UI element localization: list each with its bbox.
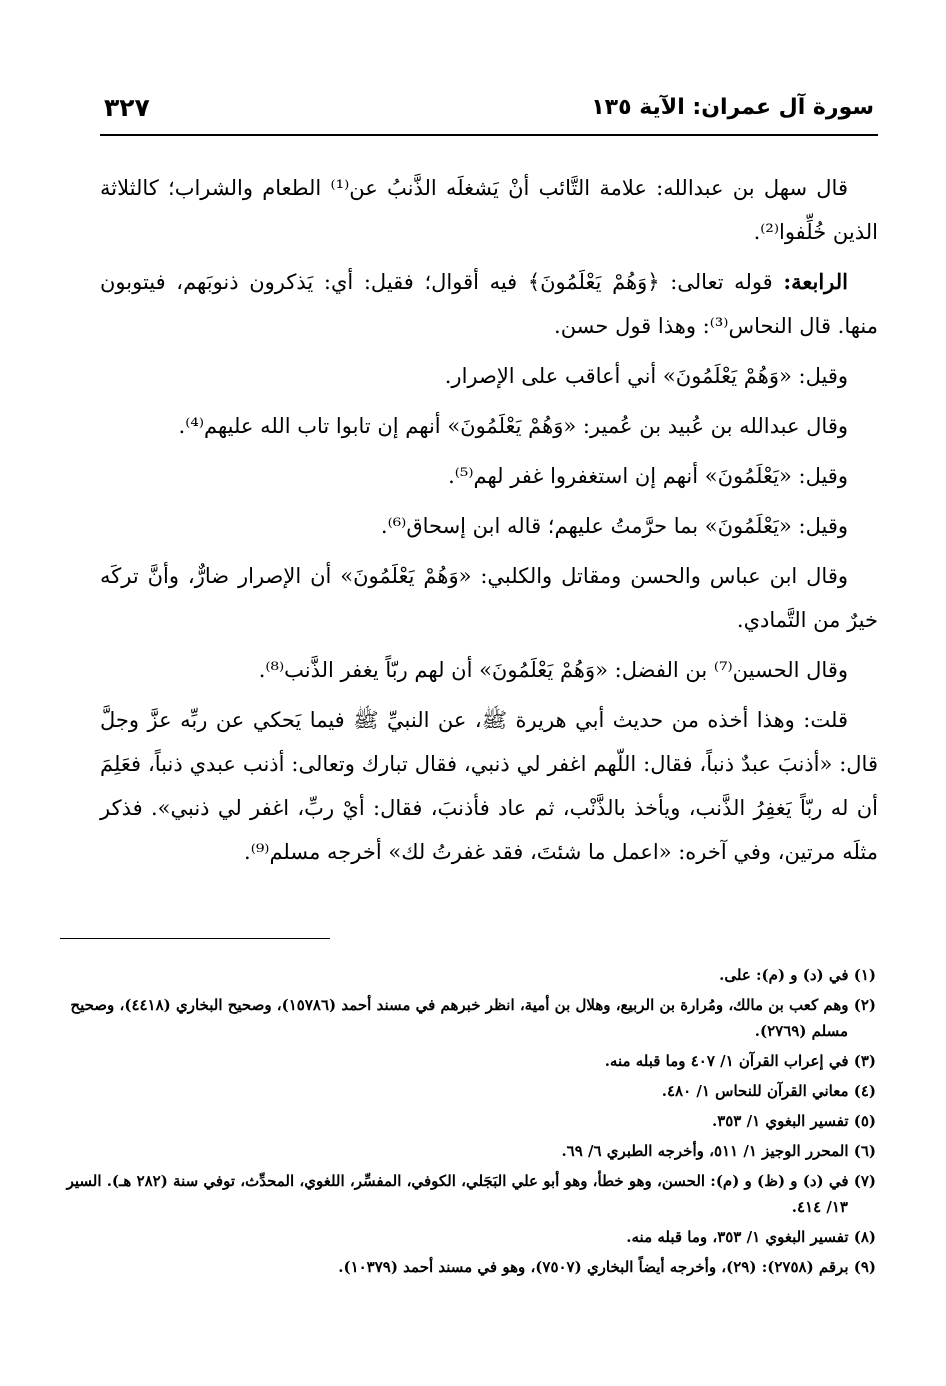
footnote: (١) في (د) و (م): على. (719, 966, 876, 984)
paragraph: وقيل: «يَعْلَمُونَ» بما حرَّمتُ عليهم؛ قاله ابن إسحاق⁽⁶⁾. (380, 514, 848, 538)
paragraph: وقيل: «وَهُمْ يَعْلَمُونَ» أني أعاقب على الإصرار. (444, 364, 848, 388)
paragraph: قال سهل بن عبدالله: علامة التَّائب أنْ يَشغلَه الذَّنبُ عن⁽¹⁾ الطعام والشراب؛ كالثلاثة الذين خُلِّفوا⁽²⁾. (100, 176, 878, 244)
page-number: ٣٢٧ (104, 93, 150, 122)
footnote: (٢) وهم كعب بن مالك، ومُرارة بن الربيع، وهلال بن أمية، انظر خبرهم في مسند أحمد (١٥٧٨٦)، وصحيح البخاري (٤٤١٨)، وصحيح مسلم (٢٧٦٩). (70, 996, 876, 1040)
section-lead-word: الرابعة: (783, 269, 848, 294)
header-rule (100, 134, 878, 136)
paragraph: الرابعة: قوله تعالى: ﴿وَهُمْ يَعْلَمُونَ﴾ فيه أقوال؛ فقيل: أي: يَذكرون ذنوبَهم، فيتوبون منها. قال النحاس⁽³⁾: وهذا قول حسن. (100, 269, 878, 338)
footnote: (٦) المحرر الوجيز ١/ ٥١١، وأخرجه الطبري ٦/ ٦٩. (561, 1142, 876, 1160)
paragraph: وقال الحسين⁽⁷⁾ بن الفضل: «وَهُمْ يَعْلَمُونَ» أن لهم ربّاً يغفر الذَّنب⁽⁸⁾. (258, 658, 848, 682)
main-text (100, 166, 878, 880)
footnote: (٧) في (د) و (ظ) و (م): الحسن، وهو خطأ، وهو أبو علي البَجَلي، الكوفي، المفسِّر، اللغوي، المحدِّث، توفي سنة (٢٨٢ هـ). السير ١٣/ ٤١٤. (66, 1172, 876, 1216)
footnote: (٤) معاني القرآن للنحاس ١/ ٤٨٠. (661, 1082, 876, 1100)
paragraph: وقيل: «يَعْلَمُونَ» أنهم إن استغفروا غفر لهم⁽⁵⁾. (448, 464, 848, 488)
footnote-rule (60, 938, 330, 939)
footnote: (٩) برقم (٢٧٥٨): (٢٩)، وأخرجه أيضاً البخاري (٧٥٠٧)، وهو في مسند أحمد (١٠٣٧٩). (338, 1258, 876, 1276)
paragraph: قلت: وهذا أخذه من حديث أبي هريرة ﷺ، عن النبيِّ ﷺ فيما يَحكي عن ربِّه عزَّ وجلَّ قال: «أذنبَ عبدٌ ذنباً، فقال: اللّهم اغفر لي ذنبي، فقال تبارك وتعالى: أذنب عبدي ذنباً، فعَلِمَ أن له ربّاً يَغفِرُ الذَّنب، ويأخذ بالذَّنْب، ثم عاد فأذنبَ، فقال: أيْ ربِّ، اغفر لي ذنبي». فذكر مثلَه مرتين، وفي آخره: «اعمل ما شئتَ، فقد غفرتُ لك» أخرجه مسلم⁽⁹⁾. (100, 708, 878, 864)
paragraph: وقال عبدالله بن عُبيد بن عُمير: «وَهُمْ يَعْلَمُونَ» أنهم إن تابوا تاب الله عليهم⁽⁴⁾. (178, 414, 848, 438)
footnote: (٨) تفسير البغوي ١/ ٣٥٣، وما قبله منه. (626, 1228, 876, 1246)
paragraph: وقال ابن عباس والحسن ومقاتل والكلبي: «وَهُمْ يَعْلَمُونَ» أن الإصرار ضارٌّ، وأنَّ تركَه خيرٌ من التَّمادي. (100, 564, 878, 632)
running-header-title: سورة آل عمران: الآية ١٣٥ (591, 95, 874, 120)
footnote: (٣) في إعراب القرآن ١/ ٤٠٧ وما قبله منه. (604, 1052, 876, 1070)
footnotes (60, 962, 876, 1284)
footnote: (٥) تفسير البغوي ١/ ٣٥٣. (711, 1112, 876, 1130)
